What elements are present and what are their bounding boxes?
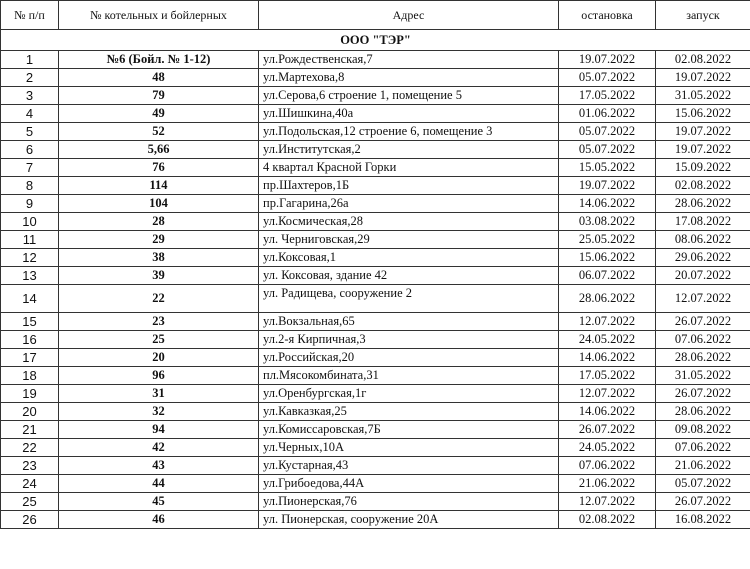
address-cell: ул.Мартехова,8 (259, 69, 559, 87)
address-cell: пр.Гагарина,26а (259, 195, 559, 213)
row-number: 22 (1, 439, 59, 457)
row-number: 19 (1, 385, 59, 403)
row-number: 12 (1, 249, 59, 267)
boiler-number: 49 (59, 105, 259, 123)
row-number: 7 (1, 159, 59, 177)
address-cell: ул.Вокзальная,65 (259, 313, 559, 331)
table-row (1, 285, 750, 313)
start-date: 17.08.2022 (656, 213, 750, 231)
header-address: Адрес (259, 1, 559, 30)
address-cell: ул.Грибоедова,44А (259, 475, 559, 493)
start-date: 08.06.2022 (656, 231, 750, 249)
boiler-number: 94 (59, 421, 259, 439)
address-cell: ул. Пионерская, сооружение 20А (259, 511, 559, 529)
address-cell: ул.Пионерская,76 (259, 493, 559, 511)
table-row (1, 249, 750, 267)
row-number: 6 (1, 141, 59, 159)
address-cell: ул.Серова,6 строение 1, помещение 5 (259, 87, 559, 105)
start-date: 02.08.2022 (656, 51, 750, 69)
start-date: 28.06.2022 (656, 403, 750, 421)
table-row (1, 457, 750, 475)
table-row (1, 313, 750, 331)
row-number: 8 (1, 177, 59, 195)
table-row (1, 141, 750, 159)
address-cell: ул.Институтская,2 (259, 141, 559, 159)
address-cell: ул.Комиссаровская,7Б (259, 421, 559, 439)
row-number: 18 (1, 367, 59, 385)
stop-date: 15.06.2022 (559, 249, 656, 267)
boiler-number: 45 (59, 493, 259, 511)
start-date: 19.07.2022 (656, 123, 750, 141)
table-row (1, 231, 750, 249)
boiler-number: 114 (59, 177, 259, 195)
address-cell: ул.Оренбургская,1г (259, 385, 559, 403)
stop-date: 14.06.2022 (559, 403, 656, 421)
table-row (1, 385, 750, 403)
start-date: 29.06.2022 (656, 249, 750, 267)
boiler-number: 38 (59, 249, 259, 267)
address-cell: ул.Кустарная,43 (259, 457, 559, 475)
row-number: 14 (1, 285, 59, 313)
start-date: 21.06.2022 (656, 457, 750, 475)
table-row (1, 475, 750, 493)
header-row (1, 1, 750, 30)
boiler-number: 20 (59, 349, 259, 367)
row-number: 1 (1, 51, 59, 69)
address-cell: пл.Мясокомбината,31 (259, 367, 559, 385)
boiler-number: №6 (Бойл. № 1-12) (59, 51, 259, 69)
start-date: 19.07.2022 (656, 69, 750, 87)
stop-date: 15.05.2022 (559, 159, 656, 177)
row-number: 17 (1, 349, 59, 367)
boiler-number: 46 (59, 511, 259, 529)
stop-date: 05.07.2022 (559, 69, 656, 87)
row-number: 11 (1, 231, 59, 249)
address-cell: ул.Кавказкая,25 (259, 403, 559, 421)
boiler-number: 43 (59, 457, 259, 475)
address-cell: ул. Радищева, сооружение 2 (259, 285, 559, 313)
row-number: 5 (1, 123, 59, 141)
row-number: 26 (1, 511, 59, 529)
stop-date: 17.05.2022 (559, 367, 656, 385)
stop-date: 24.05.2022 (559, 439, 656, 457)
address-cell: ул.Российская,20 (259, 349, 559, 367)
stop-date: 21.06.2022 (559, 475, 656, 493)
row-number: 13 (1, 267, 59, 285)
start-date: 09.08.2022 (656, 421, 750, 439)
row-number: 2 (1, 69, 59, 87)
row-number: 9 (1, 195, 59, 213)
start-date: 20.07.2022 (656, 267, 750, 285)
table-row (1, 159, 750, 177)
table-row (1, 267, 750, 285)
stop-date: 01.06.2022 (559, 105, 656, 123)
start-date: 19.07.2022 (656, 141, 750, 159)
start-date: 07.06.2022 (656, 439, 750, 457)
table-row (1, 403, 750, 421)
table-row (1, 51, 750, 69)
table-row (1, 105, 750, 123)
stop-date: 17.05.2022 (559, 87, 656, 105)
table-row (1, 87, 750, 105)
row-number: 20 (1, 403, 59, 421)
start-date: 07.06.2022 (656, 331, 750, 349)
row-number: 24 (1, 475, 59, 493)
address-cell: ул. Черниговская,29 (259, 231, 559, 249)
stop-date: 14.06.2022 (559, 349, 656, 367)
boiler-number: 96 (59, 367, 259, 385)
address-cell: ул.Коксовая,1 (259, 249, 559, 267)
table-row (1, 177, 750, 195)
stop-date: 06.07.2022 (559, 267, 656, 285)
row-number: 15 (1, 313, 59, 331)
boiler-number: 42 (59, 439, 259, 457)
row-number: 10 (1, 213, 59, 231)
boiler-number: 5,66 (59, 141, 259, 159)
start-date: 28.06.2022 (656, 195, 750, 213)
start-date: 05.07.2022 (656, 475, 750, 493)
start-date: 26.07.2022 (656, 313, 750, 331)
start-date: 31.05.2022 (656, 87, 750, 105)
start-date: 26.07.2022 (656, 493, 750, 511)
address-cell: ул.Космическая,28 (259, 213, 559, 231)
boiler-number: 76 (59, 159, 259, 177)
stop-date: 02.08.2022 (559, 511, 656, 529)
boiler-number: 48 (59, 69, 259, 87)
header-num: № п/п (1, 1, 59, 30)
address-cell: ул.Подольская,12 строение 6, помещение 3 (259, 123, 559, 141)
table-row (1, 213, 750, 231)
header-start: запуск (656, 1, 750, 30)
table-row (1, 69, 750, 87)
stop-date: 14.06.2022 (559, 195, 656, 213)
table-row (1, 331, 750, 349)
address-cell: ул.Шишкина,40а (259, 105, 559, 123)
table-row (1, 439, 750, 457)
table-row (1, 493, 750, 511)
header-stop: остановка (559, 1, 656, 30)
boiler-number: 52 (59, 123, 259, 141)
boiler-number: 25 (59, 331, 259, 349)
table-row (1, 367, 750, 385)
stop-date: 05.07.2022 (559, 123, 656, 141)
table-row (1, 421, 750, 439)
start-date: 28.06.2022 (656, 349, 750, 367)
stop-date: 28.06.2022 (559, 285, 656, 313)
stop-date: 07.06.2022 (559, 457, 656, 475)
table-row (1, 195, 750, 213)
address-cell: 4 квартал Красной Горки (259, 159, 559, 177)
stop-date: 12.07.2022 (559, 313, 656, 331)
start-date: 15.09.2022 (656, 159, 750, 177)
boiler-number: 22 (59, 285, 259, 313)
row-number: 25 (1, 493, 59, 511)
address-cell: ул.2-я Кирпичная,3 (259, 331, 559, 349)
row-number: 3 (1, 87, 59, 105)
stop-date: 19.07.2022 (559, 51, 656, 69)
stop-date: 25.05.2022 (559, 231, 656, 249)
start-date: 31.05.2022 (656, 367, 750, 385)
org-row (1, 30, 750, 51)
address-cell: пр.Шахтеров,1Б (259, 177, 559, 195)
boiler-number: 31 (59, 385, 259, 403)
boiler-number: 79 (59, 87, 259, 105)
start-date: 12.07.2022 (656, 285, 750, 313)
boiler-number: 29 (59, 231, 259, 249)
row-number: 16 (1, 331, 59, 349)
address-cell: ул.Рождественская,7 (259, 51, 559, 69)
row-number: 23 (1, 457, 59, 475)
boiler-number: 44 (59, 475, 259, 493)
table-row (1, 511, 750, 529)
start-date: 16.08.2022 (656, 511, 750, 529)
boiler-number: 32 (59, 403, 259, 421)
boiler-number: 104 (59, 195, 259, 213)
table-row (1, 123, 750, 141)
start-date: 26.07.2022 (656, 385, 750, 403)
stop-date: 26.07.2022 (559, 421, 656, 439)
start-date: 15.06.2022 (656, 105, 750, 123)
header-boiler: № котельных и бойлерных (59, 1, 259, 30)
stop-date: 19.07.2022 (559, 177, 656, 195)
stop-date: 24.05.2022 (559, 331, 656, 349)
boiler-number: 23 (59, 313, 259, 331)
start-date: 02.08.2022 (656, 177, 750, 195)
row-number: 21 (1, 421, 59, 439)
stop-date: 05.07.2022 (559, 141, 656, 159)
row-number: 4 (1, 105, 59, 123)
stop-date: 03.08.2022 (559, 213, 656, 231)
address-cell: ул.Черных,10А (259, 439, 559, 457)
stop-date: 12.07.2022 (559, 493, 656, 511)
table-row (1, 349, 750, 367)
boiler-number: 39 (59, 267, 259, 285)
stop-date: 12.07.2022 (559, 385, 656, 403)
address-cell: ул. Коксовая, здание 42 (259, 267, 559, 285)
org-name: ООО "ТЭР" (1, 30, 750, 51)
boiler-number: 28 (59, 213, 259, 231)
